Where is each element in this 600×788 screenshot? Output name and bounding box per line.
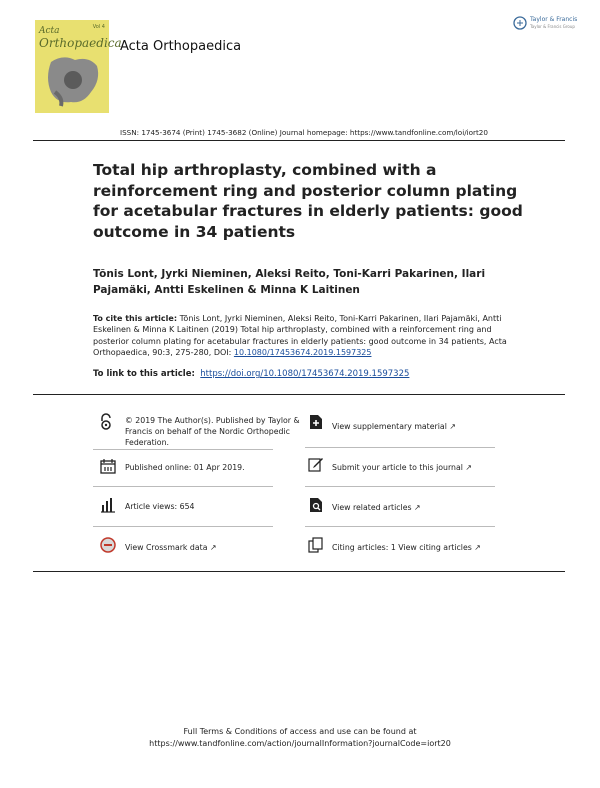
related-articles-icon (308, 497, 324, 513)
link-label: To link to this article: (93, 369, 195, 379)
article-title: Total hip arthroplasty, combined with a reinforcement ring and posterior column plating for acetabular fractures in elderly patients: good outcome in 34 patients (93, 161, 523, 241)
supplementary-label: View supplementary material (332, 422, 447, 431)
crossmark-link[interactable]: View Crossmark data ↗ (125, 543, 217, 552)
pelvis-illustration (43, 52, 103, 108)
published-date: Published online: 01 Apr 2019. (125, 463, 245, 472)
supplementary-icon (308, 414, 324, 430)
info-top-divider (33, 394, 565, 395)
info-bottom-divider (33, 571, 565, 572)
citation-block (93, 313, 523, 358)
issn-line: ISSN: 1745-3674 (Print) 1745-3682 (Online) Journal homepage: https://www.tandfonline.com/loi/iort20 (120, 128, 488, 137)
copyright-text: © 2019 The Author(s). Published by Taylor & Francis on behalf of the Nordic Orthopedic Federation. (125, 416, 300, 447)
cover-big-title: Orthopaedica (39, 36, 122, 50)
crossmark-icon (100, 537, 116, 553)
footer-line-1: Full Terms & Conditions of access and use can be found at (183, 727, 417, 736)
calendar-icon (100, 458, 116, 474)
row-divider (93, 486, 273, 487)
journal-cover-image (35, 20, 122, 113)
cite-label: To cite this article: (93, 314, 178, 323)
citing-articles-link[interactable]: Citing articles: 1 View citing articles ↗ (332, 543, 481, 552)
bar-chart-icon (100, 497, 116, 513)
cover-small-title: Acta (39, 26, 60, 36)
open-access-icon (98, 414, 114, 430)
citing-label: Citing articles: 1 View citing articles (332, 543, 472, 552)
submit-label: Submit your article to this journal (332, 463, 463, 472)
publisher-logo[interactable] (513, 14, 578, 36)
header-divider (33, 140, 565, 141)
publisher-logo-text: Taylor & Francis (530, 16, 578, 23)
cover-volume: Vol 4 (92, 24, 105, 30)
article-link-row (93, 369, 409, 379)
related-label: View related articles (332, 503, 412, 512)
journal-name: Acta Orthopaedica (120, 39, 242, 54)
publisher-logo-sub: Taylor & Francis Group (530, 24, 575, 29)
citing-articles-icon (308, 537, 324, 553)
cite-doi-link[interactable]: 10.1080/17453674.2019.1597325 (233, 347, 372, 357)
article-authors: Tõnis Lont, Jyrki Nieminen, Aleksi Reito, Toni-Karri Pakarinen, Ilari Pajamäki, Antti Eskelinen & Minna K Laitinen (93, 268, 486, 296)
submit-article-link[interactable]: Submit your article to this journal ↗ (332, 463, 472, 472)
taylor-francis-logo-icon (513, 16, 527, 30)
related-articles-link[interactable]: View related articles ↗ (332, 503, 421, 512)
cite-text: Tõnis Lont, Jyrki Nieminen, Aleksi Reito, Toni-Karri Pakarinen, Ilari Pajamäki, Antti Eskelinen & Minna K Laitinen (2019) Total hip arthroplasty, combined with a reinforcement ring and posterior column plating for acetabular fractures in elderly patients: good outcome in 34 patients, Acta Orthopaedica, 90:3, 275-280, DOI: (93, 314, 507, 357)
article-doi-url[interactable]: https://doi.org/10.1080/17453674.2019.1597325 (200, 369, 410, 379)
row-divider (305, 526, 495, 527)
row-divider (93, 449, 273, 450)
row-divider (93, 526, 273, 527)
row-divider (305, 447, 495, 448)
footer-terms-link[interactable]: https://www.tandfonline.com/action/journalInformation?journalCode=iort20 (149, 739, 451, 748)
article-views: Article views: 654 (125, 502, 195, 511)
edit-icon (308, 456, 324, 472)
row-divider (305, 486, 495, 487)
footer (0, 726, 600, 750)
crossmark-label: View Crossmark data (125, 543, 208, 552)
supplementary-link[interactable]: View supplementary material ↗ (332, 422, 456, 431)
